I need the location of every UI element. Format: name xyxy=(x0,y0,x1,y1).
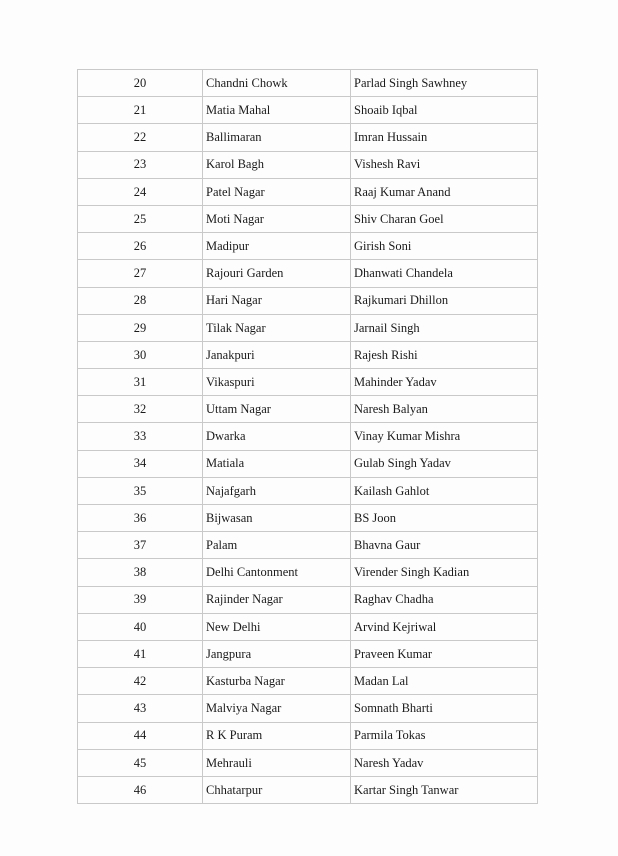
constituency-cell: Patel Nagar xyxy=(203,178,351,205)
serial-number-cell: 37 xyxy=(78,532,203,559)
candidate-name-cell: Somnath Bharti xyxy=(351,695,538,722)
candidate-name-cell: Jarnail Singh xyxy=(351,314,538,341)
candidate-name-cell: Raghav Chadha xyxy=(351,586,538,613)
table-row xyxy=(78,287,538,314)
table-row xyxy=(78,613,538,640)
constituency-cell: Hari Nagar xyxy=(203,287,351,314)
candidate-name-cell: Vishesh Ravi xyxy=(351,151,538,178)
serial-number-cell: 33 xyxy=(78,423,203,450)
table-row xyxy=(78,423,538,450)
constituency-cell: Rajouri Garden xyxy=(203,260,351,287)
table-row xyxy=(78,124,538,151)
candidate-name-cell: Praveen Kumar xyxy=(351,640,538,667)
constituency-cell: Karol Bagh xyxy=(203,151,351,178)
candidate-name-cell: Dhanwati Chandela xyxy=(351,260,538,287)
candidate-name-cell: Virender Singh Kadian xyxy=(351,559,538,586)
candidate-name-cell: BS Joon xyxy=(351,505,538,532)
constituency-cell: Matia Mahal xyxy=(203,97,351,124)
serial-number-cell: 39 xyxy=(78,586,203,613)
table-row xyxy=(78,314,538,341)
serial-number-cell: 28 xyxy=(78,287,203,314)
serial-number-cell: 25 xyxy=(78,205,203,232)
serial-number-cell: 36 xyxy=(78,505,203,532)
serial-number-cell: 42 xyxy=(78,668,203,695)
constituency-cell: Palam xyxy=(203,532,351,559)
table-body xyxy=(78,70,538,804)
candidate-name-cell: Parlad Singh Sawhney xyxy=(351,70,538,97)
constituency-cell: Kasturba Nagar xyxy=(203,668,351,695)
table-row xyxy=(78,559,538,586)
constituency-cell: R K Puram xyxy=(203,722,351,749)
serial-number-cell: 20 xyxy=(78,70,203,97)
constituency-cell: Rajinder Nagar xyxy=(203,586,351,613)
constituency-cell: Najafgarh xyxy=(203,477,351,504)
candidate-name-cell: Imran Hussain xyxy=(351,124,538,151)
constituency-cell: Moti Nagar xyxy=(203,205,351,232)
serial-number-cell: 23 xyxy=(78,151,203,178)
table-row xyxy=(78,151,538,178)
constituency-cell: Madipur xyxy=(203,233,351,260)
table-row xyxy=(78,640,538,667)
candidate-name-cell: Shiv Charan Goel xyxy=(351,205,538,232)
constituency-cell: Ballimaran xyxy=(203,124,351,151)
table-row xyxy=(78,668,538,695)
constituency-cell: Mehrauli xyxy=(203,749,351,776)
constituency-cell: Janakpuri xyxy=(203,341,351,368)
table-row xyxy=(78,532,538,559)
constituency-cell: Vikaspuri xyxy=(203,369,351,396)
candidate-name-cell: Bhavna Gaur xyxy=(351,532,538,559)
constituency-cell: Chhatarpur xyxy=(203,776,351,803)
serial-number-cell: 45 xyxy=(78,749,203,776)
table-row xyxy=(78,722,538,749)
constituency-cell: Uttam Nagar xyxy=(203,396,351,423)
serial-number-cell: 34 xyxy=(78,450,203,477)
candidates-table xyxy=(77,69,538,804)
table-row xyxy=(78,97,538,124)
table-row xyxy=(78,396,538,423)
constituency-cell: Matiala xyxy=(203,450,351,477)
candidate-name-cell: Madan Lal xyxy=(351,668,538,695)
candidate-name-cell: Girish Soni xyxy=(351,233,538,260)
serial-number-cell: 40 xyxy=(78,613,203,640)
serial-number-cell: 41 xyxy=(78,640,203,667)
serial-number-cell: 35 xyxy=(78,477,203,504)
constituency-cell: Tilak Nagar xyxy=(203,314,351,341)
table-row xyxy=(78,369,538,396)
constituency-cell: Malviya Nagar xyxy=(203,695,351,722)
constituency-cell: Chandni Chowk xyxy=(203,70,351,97)
table-row xyxy=(78,776,538,803)
candidate-name-cell: Rajkumari Dhillon xyxy=(351,287,538,314)
candidate-name-cell: Naresh Balyan xyxy=(351,396,538,423)
serial-number-cell: 26 xyxy=(78,233,203,260)
candidate-name-cell: Naresh Yadav xyxy=(351,749,538,776)
serial-number-cell: 46 xyxy=(78,776,203,803)
table-row xyxy=(78,260,538,287)
candidate-name-cell: Mahinder Yadav xyxy=(351,369,538,396)
candidate-name-cell: Rajesh Rishi xyxy=(351,341,538,368)
serial-number-cell: 31 xyxy=(78,369,203,396)
table-row xyxy=(78,477,538,504)
candidate-name-cell: Gulab Singh Yadav xyxy=(351,450,538,477)
serial-number-cell: 21 xyxy=(78,97,203,124)
table-row xyxy=(78,233,538,260)
table-row xyxy=(78,178,538,205)
candidate-name-cell: Shoaib Iqbal xyxy=(351,97,538,124)
candidate-name-cell: Raaj Kumar Anand xyxy=(351,178,538,205)
serial-number-cell: 29 xyxy=(78,314,203,341)
candidate-name-cell: Kailash Gahlot xyxy=(351,477,538,504)
constituency-cell: Bijwasan xyxy=(203,505,351,532)
table-row xyxy=(78,505,538,532)
constituency-cell: Dwarka xyxy=(203,423,351,450)
table-row xyxy=(78,695,538,722)
constituency-cell: New Delhi xyxy=(203,613,351,640)
table-row xyxy=(78,450,538,477)
table-row xyxy=(78,70,538,97)
table-row xyxy=(78,341,538,368)
serial-number-cell: 44 xyxy=(78,722,203,749)
serial-number-cell: 32 xyxy=(78,396,203,423)
serial-number-cell: 22 xyxy=(78,124,203,151)
serial-number-cell: 24 xyxy=(78,178,203,205)
constituency-cell: Jangpura xyxy=(203,640,351,667)
table-row xyxy=(78,205,538,232)
candidate-name-cell: Kartar Singh Tanwar xyxy=(351,776,538,803)
serial-number-cell: 27 xyxy=(78,260,203,287)
constituency-cell: Delhi Cantonment xyxy=(203,559,351,586)
candidate-name-cell: Vinay Kumar Mishra xyxy=(351,423,538,450)
serial-number-cell: 38 xyxy=(78,559,203,586)
table-row xyxy=(78,749,538,776)
table-row xyxy=(78,586,538,613)
serial-number-cell: 30 xyxy=(78,341,203,368)
candidate-name-cell: Parmila Tokas xyxy=(351,722,538,749)
serial-number-cell: 43 xyxy=(78,695,203,722)
candidate-name-cell: Arvind Kejriwal xyxy=(351,613,538,640)
